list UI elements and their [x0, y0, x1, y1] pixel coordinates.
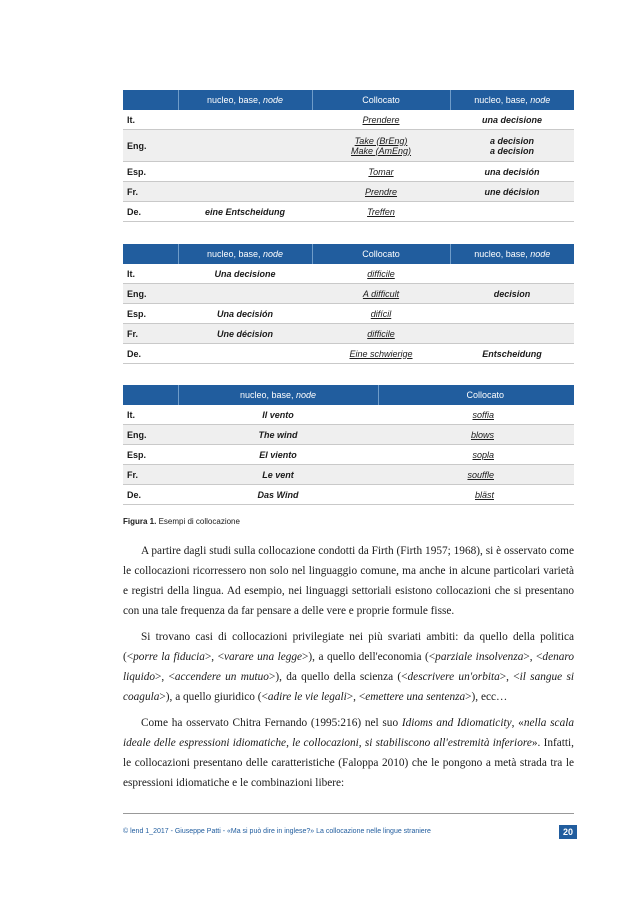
text-run: ». Infatti, le collocazioni presentano delle caratteristiche (Faloppa 2010) che le pongono a metà strada tra le espressioni idiomatiche e le combinazioni libere:: [123, 737, 574, 789]
base-cell: decision: [450, 284, 574, 304]
header-collocato: Collocato: [312, 244, 450, 264]
language-cell: De.: [123, 202, 178, 222]
header-nucleo: nucleo, base, node: [450, 244, 574, 264]
text-run: >), a quello giuridico (<: [159, 691, 268, 703]
base-cell-line: une décision: [484, 186, 540, 197]
body-paragraph: [123, 627, 574, 707]
base-cell: [450, 202, 574, 222]
base-cell-line: a decision: [489, 145, 534, 156]
language-cell: It.: [123, 264, 178, 284]
table-row: [123, 284, 574, 304]
header-nucleo: nucleo, base, node: [450, 90, 574, 110]
text-run: >), da quello della scienza (<: [268, 671, 408, 683]
base-cell: [450, 264, 574, 284]
base-cell: [450, 304, 574, 324]
base-cell: [178, 182, 312, 202]
language-cell: Esp.: [123, 162, 178, 182]
caption-text: Esempi di collocazione: [156, 517, 240, 526]
header-nucleo: nucleo, base, node: [178, 385, 378, 405]
table-row: [123, 202, 574, 222]
base-cell: [450, 324, 574, 344]
collocate-cell: [312, 110, 450, 130]
header-collocato: Collocato: [378, 385, 574, 405]
figure-caption: [123, 517, 240, 526]
table-row: [123, 344, 574, 364]
collocate-cell: soffia: [378, 405, 574, 425]
italic-phrase: varare una legge: [223, 651, 303, 663]
language-cell: Esp.: [123, 445, 178, 465]
footer-text: © lend 1_2017 - Giuseppe Patti - «Ma si può dire in inglese?» La collocazione nelle lingue straniere: [123, 828, 431, 835]
collocate-cell: Eine schwierige: [312, 344, 450, 364]
italic-phrase: Idioms and Idiomaticity: [401, 717, 512, 729]
collocate-cell: difficile: [312, 324, 450, 344]
collocate-cell: A difficult: [312, 284, 450, 304]
language-cell: Eng.: [123, 284, 178, 304]
collocate-cell: sopla: [378, 445, 574, 465]
text-run: >), a quello dell'economia (<: [302, 651, 436, 663]
table-row: [123, 304, 574, 324]
collocate-cell-line: Prendere: [362, 114, 400, 125]
collocate-cell: [312, 202, 450, 222]
language-cell: Eng.: [123, 425, 178, 445]
text-run: >, <: [204, 651, 224, 663]
language-cell: De.: [123, 344, 178, 364]
collocate-cell-line: Prendre: [364, 186, 398, 197]
table-row: [123, 445, 574, 465]
collocate-cell: [312, 130, 450, 162]
table-row: [123, 324, 574, 344]
base-cell: Le vent: [178, 465, 378, 485]
collocate-cell: difficile: [312, 264, 450, 284]
collocate-cell: [312, 162, 450, 182]
collocate-cell-line: Treffen: [367, 206, 395, 217]
table-row: [123, 485, 574, 505]
base-cell: [450, 182, 574, 202]
table-row: [123, 130, 574, 162]
body-paragraph: [123, 713, 574, 793]
base-cell: [178, 110, 312, 130]
text-run: A partire dagli studi sulla collocazione condotti da Firth (Firth 1957; 1968), si è osservato come le collocazioni ricorressero non solo nel linguaggio comune, ma anche in alcune particolari varietà e registri della lingua. Ad esempio, nei linguaggi settoriali esistono collocazioni che si presentano con una tale frequenza da far pensare a delle vere e proprie formule fisse.: [123, 545, 574, 617]
collocate-cell-line: Take (BrEng): [354, 135, 408, 146]
language-cell: Fr.: [123, 324, 178, 344]
base-cell: [450, 130, 574, 162]
italic-phrase: accendere un mutuo: [174, 671, 269, 683]
header-blank: [123, 385, 178, 405]
italic-phrase: parziale insolvenza: [435, 651, 524, 663]
table-row: [123, 182, 574, 202]
language-cell: It.: [123, 110, 178, 130]
collocation-table-3: [123, 385, 574, 505]
text-run: Come ha osservato Chitra Fernando (1995:216) nel suo: [141, 717, 402, 729]
collocation-table-2: [123, 244, 574, 364]
italic-phrase: denaro liquido: [123, 651, 575, 683]
header-collocato: Collocato: [312, 90, 450, 110]
table-row: [123, 162, 574, 182]
table-header: [123, 385, 574, 405]
italic-phrase: nella scala ideale delle espressioni idiomatiche, le collocazioni, si stabiliscono all'estremità inferiore: [123, 717, 575, 749]
base-cell: Il vento: [178, 405, 378, 425]
collocation-table-1: [123, 90, 574, 222]
base-cell: [450, 162, 574, 182]
language-cell: De.: [123, 485, 178, 505]
base-cell-line: una decisión: [484, 166, 540, 177]
text-run: >), ecc…: [465, 691, 508, 703]
language-cell: Esp.: [123, 304, 178, 324]
base-cell: Una decisione: [178, 264, 312, 284]
base-cell: [178, 162, 312, 182]
italic-phrase: descrivere un'orbita: [407, 671, 500, 683]
language-cell: Fr.: [123, 465, 178, 485]
header-blank: [123, 244, 178, 264]
text-run: >, <: [499, 671, 520, 683]
base-cell: Das Wind: [178, 485, 378, 505]
collocate-cell-line: Make (AmEng): [350, 145, 412, 156]
table-row: [123, 465, 574, 485]
text-run: >, <: [155, 671, 175, 683]
table-row: [123, 264, 574, 284]
table-header: [123, 244, 574, 264]
collocate-cell: souffle: [378, 465, 574, 485]
language-cell: It.: [123, 405, 178, 425]
text-run: >, <: [523, 651, 543, 663]
base-cell: [178, 284, 312, 304]
body-paragraph: [123, 541, 574, 621]
italic-phrase: porre la fiducia: [133, 651, 205, 663]
text-run: >, <: [346, 691, 366, 703]
text-run: , «: [511, 717, 524, 729]
base-cell: Una decisión: [178, 304, 312, 324]
page-number: 20: [559, 825, 577, 839]
italic-phrase: emettere una sentenza: [365, 691, 466, 703]
collocate-cell: bläst: [378, 485, 574, 505]
footer-divider: [123, 813, 574, 814]
collocate-cell-line: Tomar: [368, 166, 394, 177]
header-blank: [123, 90, 178, 110]
italic-phrase: il sangue si coagula: [123, 671, 574, 703]
italic-phrase: adire le vie legali: [267, 691, 347, 703]
language-cell: Eng.: [123, 130, 178, 162]
header-nucleo: nucleo, base, node: [178, 90, 312, 110]
base-cell: El viento: [178, 445, 378, 465]
base-cell-line: a decision: [489, 135, 534, 146]
header-nucleo: nucleo, base, node: [178, 244, 312, 264]
base-cell: The wind: [178, 425, 378, 445]
base-cell: [178, 130, 312, 162]
base-cell: [178, 344, 312, 364]
collocate-cell: [312, 182, 450, 202]
base-cell: eine Entscheidung: [178, 202, 312, 222]
caption-label: Figura 1.: [123, 517, 157, 526]
base-cell: [450, 110, 574, 130]
table-row: [123, 110, 574, 130]
base-cell: Entscheidung: [450, 344, 574, 364]
text-run: Si trovano casi di collocazioni privilegiate nei più svariati ambiti: da quello della politica (<: [123, 631, 574, 663]
collocate-cell: blows: [378, 425, 574, 445]
base-cell: Une décision: [178, 324, 312, 344]
table-row: [123, 425, 574, 445]
collocate-cell: difícil: [312, 304, 450, 324]
base-cell-line: una decisione: [481, 114, 543, 125]
table-header: [123, 90, 574, 110]
language-cell: Fr.: [123, 182, 178, 202]
table-row: [123, 405, 574, 425]
